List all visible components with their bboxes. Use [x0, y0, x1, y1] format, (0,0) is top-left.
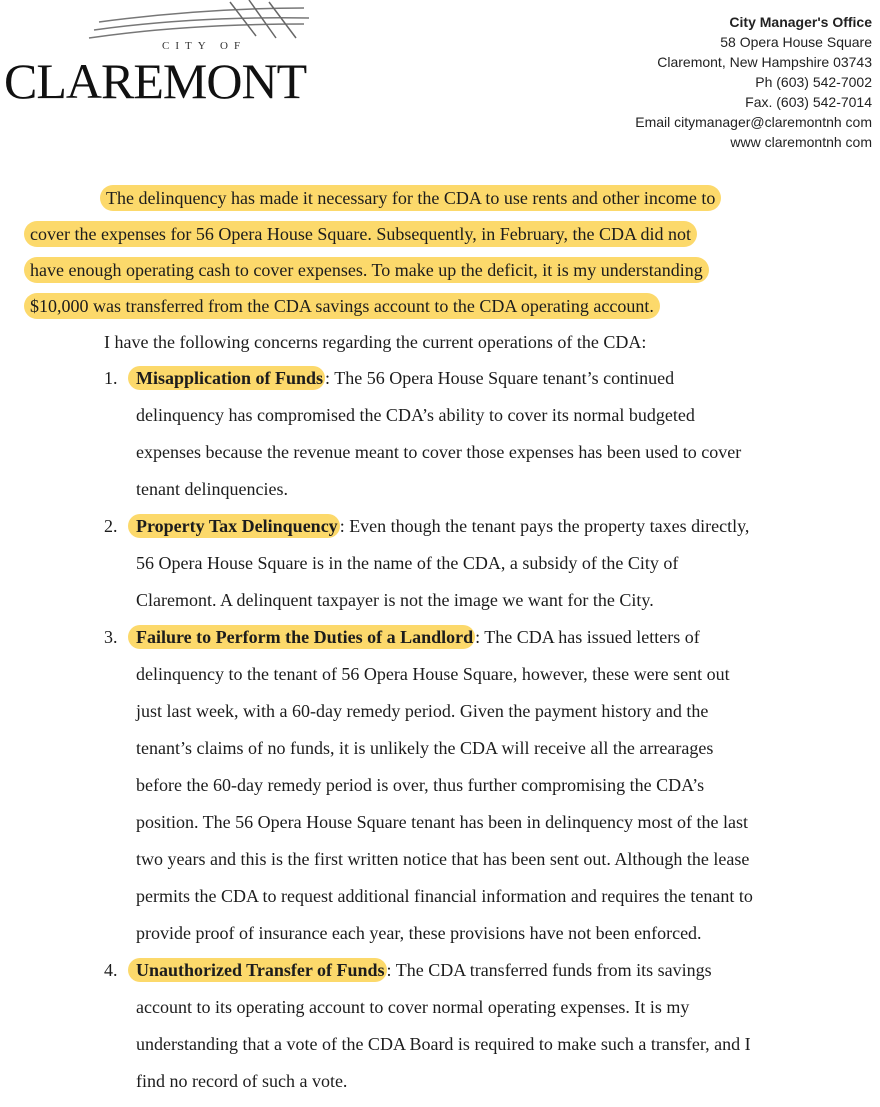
concern-line: Claremont. A delinquent taxpayer is not the image we want for the City.: [136, 590, 654, 610]
concern-line: tenant delinquencies.: [136, 479, 288, 499]
concern-line: provide proof of insurance each year, these provisions have not been enforced.: [136, 923, 702, 943]
concern-item-3: [104, 619, 880, 952]
paragraph-line: $10,000 was transferred from the CDA savings account to the CDA operating account.: [24, 293, 660, 319]
concern-line: understanding that a vote of the CDA Board is required to make such a transfer, and I: [136, 1034, 751, 1054]
concern-item-1: [104, 360, 880, 508]
concern-line: delinquency to the tenant of 56 Opera House Square, however, these were sent out: [136, 664, 730, 684]
concern-number: 4.: [104, 960, 118, 980]
concern-line: tenant’s claims of no funds, it is unlikely the CDA will receive all the arrearages: [136, 738, 714, 758]
paragraph-line: have enough operating cash to cover expenses. To make up the deficit, it is my understanding: [24, 257, 709, 283]
concern-label: Misapplication of Funds: [128, 366, 325, 390]
email[interactable]: Email citymanager@claremontnh com: [635, 114, 872, 130]
letterhead: [0, 0, 880, 180]
address-line-1: 58 Opera House Square: [720, 34, 872, 50]
concern-line: find no record of such a vote.: [136, 1071, 348, 1091]
concern-line: permits the CDA to request additional financial information and requires the tenant to: [136, 886, 753, 906]
contact-block: [635, 12, 872, 152]
concern-text: : The CDA has issued letters of: [475, 627, 700, 647]
concern-number: 3.: [104, 627, 118, 647]
concern-item-2: [104, 508, 880, 619]
phone: Ph (603) 542-7002: [755, 74, 872, 90]
concern-text: : The 56 Opera House Square tenant’s continued: [325, 368, 675, 388]
concern-text: : The CDA transferred funds from its savings: [386, 960, 712, 980]
concern-line: two years and this is the first written notice that has been sent out. Although the lease: [136, 849, 750, 869]
highlighted-paragraph: [30, 180, 870, 324]
paragraph-line: cover the expenses for 56 Opera House Square. Subsequently, in February, the CDA did not: [24, 221, 697, 247]
logo-city-of: CITY OF: [162, 40, 247, 52]
concern-label: Failure to Perform the Duties of a Landlord: [128, 625, 475, 649]
concern-line: just last week, with a 60-day remedy period. Given the payment history and the: [136, 701, 709, 721]
concern-line: expenses because the revenue meant to cover those expenses has been used to cover: [136, 442, 742, 462]
concern-line: account to its operating account to cover normal operating expenses. It is my: [136, 997, 690, 1017]
website[interactable]: www claremontnh com: [730, 134, 872, 150]
concern-line: before the 60-day remedy period is over, thus further compromising the CDA’s: [136, 775, 705, 795]
logo-swoosh-icon: [4, 0, 354, 40]
city-logo: [4, 0, 354, 110]
concerns-intro: I have the following concerns regarding the current operations of the CDA:: [104, 332, 647, 352]
concern-line: 56 Opera House Square is in the name of the CDA, a subsidy of the City of: [136, 553, 679, 573]
office-name: City Manager's Office: [729, 14, 872, 30]
concern-line: delinquency has compromised the CDA’s ability to cover its normal budgeted: [136, 405, 695, 425]
logo-claremont: CLAREMONT: [4, 53, 307, 109]
concern-label: Property Tax Delinquency: [128, 514, 340, 538]
concern-text: : Even though the tenant pays the property taxes directly,: [339, 516, 750, 536]
paragraph-line: The delinquency has made it necessary for the CDA to use rents and other income to: [100, 185, 721, 211]
concern-item-4: [104, 952, 880, 1100]
concern-line: position. The 56 Opera House Square tenant has been in delinquency most of the last: [136, 812, 749, 832]
concern-number: 2.: [104, 516, 118, 536]
concern-number: 1.: [104, 368, 118, 388]
fax: Fax. (603) 542-7014: [745, 94, 872, 110]
concern-label: Unauthorized Transfer of Funds: [128, 958, 387, 982]
address-line-2: Claremont, New Hampshire 03743: [657, 54, 872, 70]
